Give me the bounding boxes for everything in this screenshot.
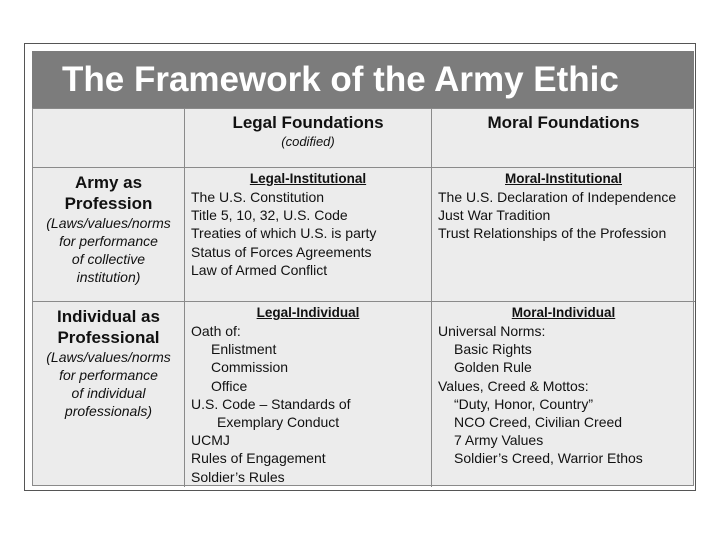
list-item: Oath of: [191,323,241,339]
legal-foundations-title: Legal Foundations [232,113,384,132]
cell-moral-individual [432,302,695,487]
list-item: Basic Rights [454,341,532,358]
ethic-framework-table [32,108,694,486]
list-item: Enlistment [211,341,277,358]
row-title-line: Individual as [57,307,160,326]
row-title-line: Army as [74,173,143,192]
row-subtitle-line: professionals) [64,403,153,419]
list-item: Commission [211,359,289,376]
list-item: Soldier’s Creed, Warrior Ethos [454,450,643,467]
list-item: NCO Creed, Civilian Creed [454,414,623,431]
list-item: Soldier’s Rules [191,468,285,485]
row-subtitle-line: (Laws/values/norms [46,215,171,231]
row-title-line: Professional [57,328,160,347]
slide-title: The Framework of the Army Ethic [32,51,694,108]
list-item: Universal Norms: [438,323,546,339]
list-item: U.S. Code – Standards of [191,395,351,412]
legal-foundations-subtitle: (codified) [281,134,335,149]
corner-cell [33,109,185,168]
row-subtitle-line: (Laws/values/norms [46,349,171,365]
row-header-individual [33,302,185,487]
cell-legal-institutional [185,168,432,302]
cell-heading: Legal-Institutional [249,171,367,186]
list-item: 7 Army Values [454,432,544,449]
list-item: Exemplary Conduct [217,414,340,431]
row-title-line: Profession [64,194,153,213]
row-header-profession [33,168,185,302]
row-subtitle-line: of individual [71,385,146,401]
list-item: Office [211,377,248,394]
list-item: Treaties of which U.S. is party [191,225,377,242]
list-item: Title 5, 10, 32, U.S. Code [191,207,348,224]
cell-legal-individual [185,302,432,487]
list-item: Rules of Engagement [191,450,326,467]
list-item: UCMJ [191,432,230,449]
row-subtitle-line: institution) [76,269,141,285]
list-item: The U.S. Constitution [191,189,325,205]
list-item: Trust Relationships of the Profession [438,225,667,242]
cell-heading: Moral-Individual [511,305,616,320]
list-item: Just War Tradition [438,207,551,224]
column-header-legal [185,109,432,168]
cell-heading: Legal-Individual [256,305,360,320]
cell-moral-institutional [432,168,695,302]
list-item: Status of Forces Agreements [191,243,372,260]
row-subtitle-line: of collective [71,251,146,267]
column-header-moral [432,109,695,168]
row-subtitle-line: for performance [59,367,158,383]
list-item: Law of Armed Conflict [191,261,328,278]
list-item: The U.S. Declaration of Independence [438,189,677,205]
list-item: “Duty, Honor, Country” [454,395,594,412]
moral-foundations-title: Moral Foundations [487,113,640,132]
row-subtitle-line: for performance [59,233,158,249]
list-item: Golden Rule [454,359,532,376]
cell-heading: Moral-Institutional [505,171,622,186]
list-item: Values, Creed & Mottos: [438,377,589,394]
